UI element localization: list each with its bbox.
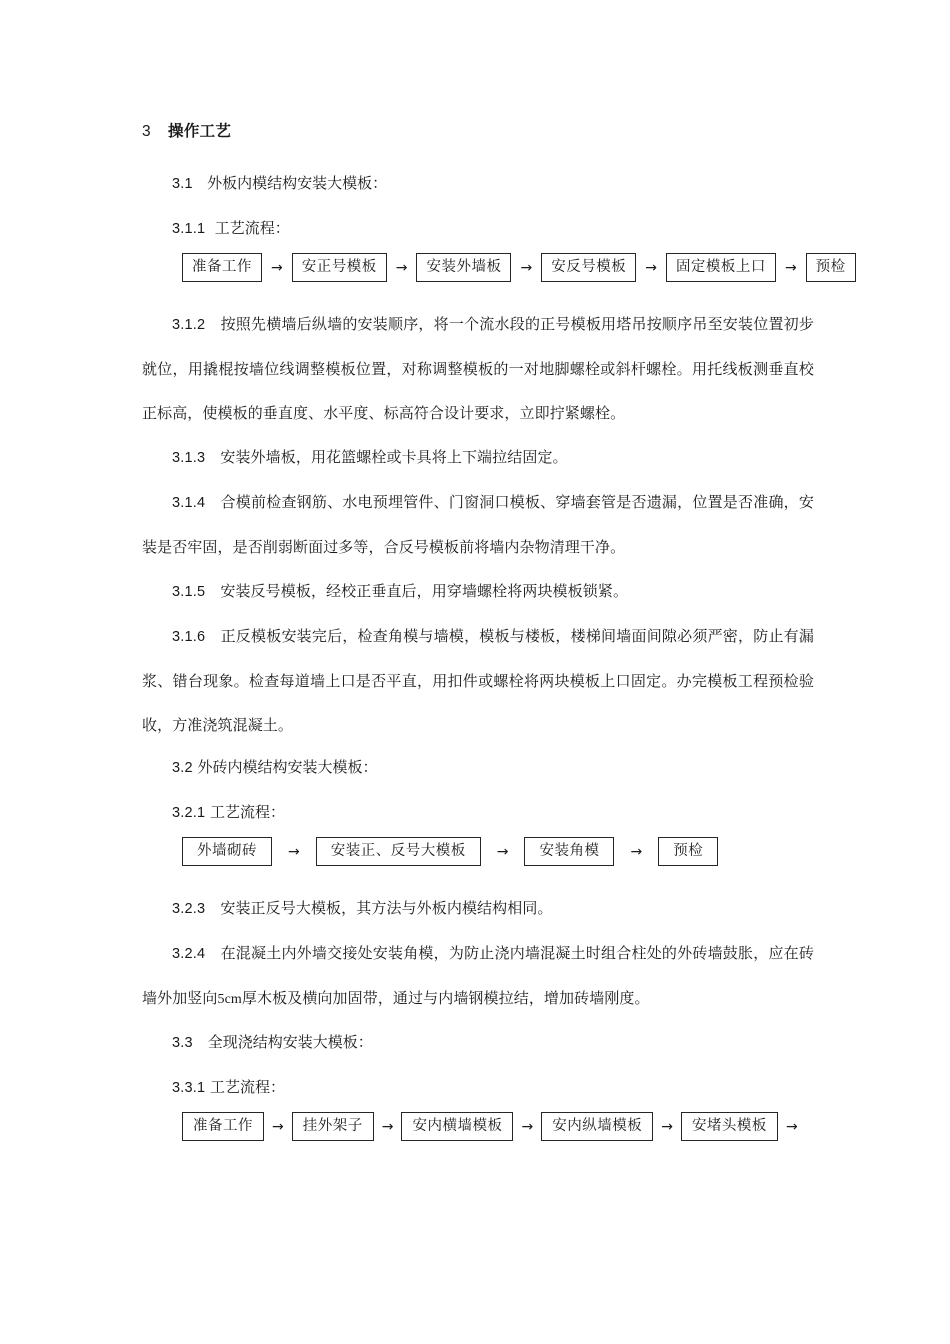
- paragraph-3-2-3: [142, 886, 814, 931]
- flow-step-box: 安装正、反号大模板: [316, 837, 481, 866]
- paragraph-text: 正反模板安装完后，检查角模与墙模，模板与楼板，楼梯间墙面间隙必须严密，防止有漏浆、错台现象。检查每道墙上口是否平直，用扣件或螺栓将两块模板上口固定。办完模板工程预检验收，方准浇筑混凝土。: [142, 627, 814, 734]
- heading-3-2-1: [142, 800, 814, 825]
- flow-arrow-icon: →: [661, 1118, 673, 1135]
- paragraph-number: 3.1.6: [172, 629, 206, 645]
- flow-arrow-icon: →: [381, 1118, 394, 1135]
- section-title: 操作工艺: [168, 122, 232, 140]
- heading-3-1-1-number: 3.1.1: [172, 221, 206, 237]
- heading-3-3-1: [142, 1075, 814, 1100]
- flow-step-box: 挂外架子: [292, 1112, 374, 1141]
- document-content: [142, 118, 846, 1141]
- heading-3-3-label: 全现浇结构安装大模板：: [207, 1033, 373, 1051]
- flow-step-box: 安内纵墙模板: [541, 1112, 653, 1141]
- paragraph-text-cont: 厚木板及横向加固带，通过与内墙钢模拉结，增加砖墙刚度。: [241, 989, 650, 1007]
- heading-3-1: [142, 171, 814, 196]
- heading-3-2-label: 外砖内模结构安装大模板：: [197, 758, 378, 776]
- heading-3-3: [142, 1030, 814, 1055]
- heading-3-1-1: [142, 216, 814, 241]
- paragraph-text: 安装反号模板，经校正垂直后，用穿墙螺栓将两块模板锁紧。: [220, 582, 629, 600]
- paragraph-number: 3.1.3: [172, 450, 206, 466]
- flow-arrow-icon: →: [521, 1118, 534, 1135]
- paragraph-text: 按照先横墙后纵墙的安装顺序，将一个流水段的正号模板用塔吊按顺序吊至安装位置初步就位，用撬棍按墙位线调整模板位置，对称调整模板的一对地脚螺栓或斜杆螺栓。用托线板测垂直校正标高，使模板的垂直度、水平度、标高符合设计要求，立即拧紧螺栓。: [142, 315, 814, 422]
- paragraph-text: 安装正反号大模板，其方法与外板内模结构相同。: [220, 899, 553, 917]
- flow-step-box: 外墙砌砖: [182, 837, 272, 866]
- flow-step-box: 安内横墙模板: [401, 1112, 513, 1141]
- heading-3-2-1-label: 工艺流程：: [210, 803, 286, 821]
- flow-arrow-trailing-icon: →: [785, 1118, 798, 1135]
- flow-step-box: 安装外墙板: [416, 253, 511, 282]
- paragraph-number: 3.1.5: [172, 584, 206, 600]
- paragraph-number: 3.1.4: [172, 495, 206, 511]
- paragraph-3-1-6: [142, 614, 814, 747]
- flow-arrow-icon: →: [784, 259, 797, 276]
- flow-step-box: 安装角模: [524, 837, 614, 866]
- flow-step-box: 准备工作: [182, 1112, 264, 1141]
- flowchart-2: [142, 837, 814, 866]
- flow-arrow-icon: →: [630, 843, 643, 860]
- paragraph-3-1-4: [142, 480, 814, 569]
- heading-3-3-1-number: 3.3.1: [172, 1080, 206, 1096]
- heading-3-2-1-number: 3.2.1: [172, 805, 206, 821]
- paragraph-3-2-4: [142, 931, 814, 1022]
- flow-arrow-icon: →: [645, 259, 657, 276]
- flow-arrow-icon: →: [271, 259, 283, 276]
- page-title: [142, 118, 814, 145]
- heading-3-1-1-label: 工艺流程：: [214, 219, 290, 237]
- measurement-value: 5cm: [217, 992, 242, 1007]
- paragraph-number: 3.2.3: [172, 901, 206, 917]
- flow-arrow-icon: →: [496, 843, 509, 860]
- flow-arrow-icon: →: [395, 259, 408, 276]
- flow-step-box: 安堵头模板: [681, 1112, 778, 1141]
- heading-3-1-label: 外板内模结构安装大模板：: [207, 174, 388, 192]
- heading-3-3-number: 3.3: [172, 1035, 193, 1051]
- flow-step-box: 准备工作: [182, 253, 262, 282]
- paragraph-3-1-3: [142, 435, 814, 480]
- paragraph-3-1-2: [142, 302, 814, 435]
- flow-arrow-icon: →: [272, 1118, 284, 1135]
- heading-3-2: [142, 755, 814, 780]
- flow-arrow-icon: →: [288, 843, 300, 860]
- heading-3-1-number: 3.1: [172, 176, 193, 192]
- paragraph-text: 在混凝土内外墙交接处安装角模，为防止浇内墙混凝土时组合柱处的外砖墙鼓胀，应在砖墙外加竖向: [142, 944, 814, 1007]
- paragraph-3-1-5: [142, 569, 814, 614]
- flow-step-box: 预检: [658, 837, 718, 866]
- heading-3-2-number: 3.2: [172, 760, 193, 776]
- paragraph-number: 3.1.2: [172, 317, 206, 333]
- flowchart-3: [142, 1112, 814, 1141]
- flow-arrow-icon: →: [520, 259, 533, 276]
- flow-step-box: 预检: [806, 253, 856, 282]
- paragraph-number: 3.2.4: [172, 946, 206, 962]
- flow-step-box: 安正号模板: [292, 253, 387, 282]
- flow-step-box: 固定模板上口: [666, 253, 776, 282]
- flowchart-1: [142, 253, 846, 282]
- section-number: 3: [142, 123, 151, 140]
- paragraph-text: 合模前检查钢筋、水电预埋管件、门窗洞口模板、穿墙套管是否遗漏，位置是否准确，安装是否牢固，是否削弱断面过多等，合反号模板前将墙内杂物清理干净。: [142, 493, 814, 556]
- heading-3-3-1-label: 工艺流程：: [210, 1078, 286, 1096]
- paragraph-text: 安装外墙板，用花篮螺栓或卡具将上下端拉结固定。: [220, 448, 568, 466]
- flow-step-box: 安反号模板: [541, 253, 636, 282]
